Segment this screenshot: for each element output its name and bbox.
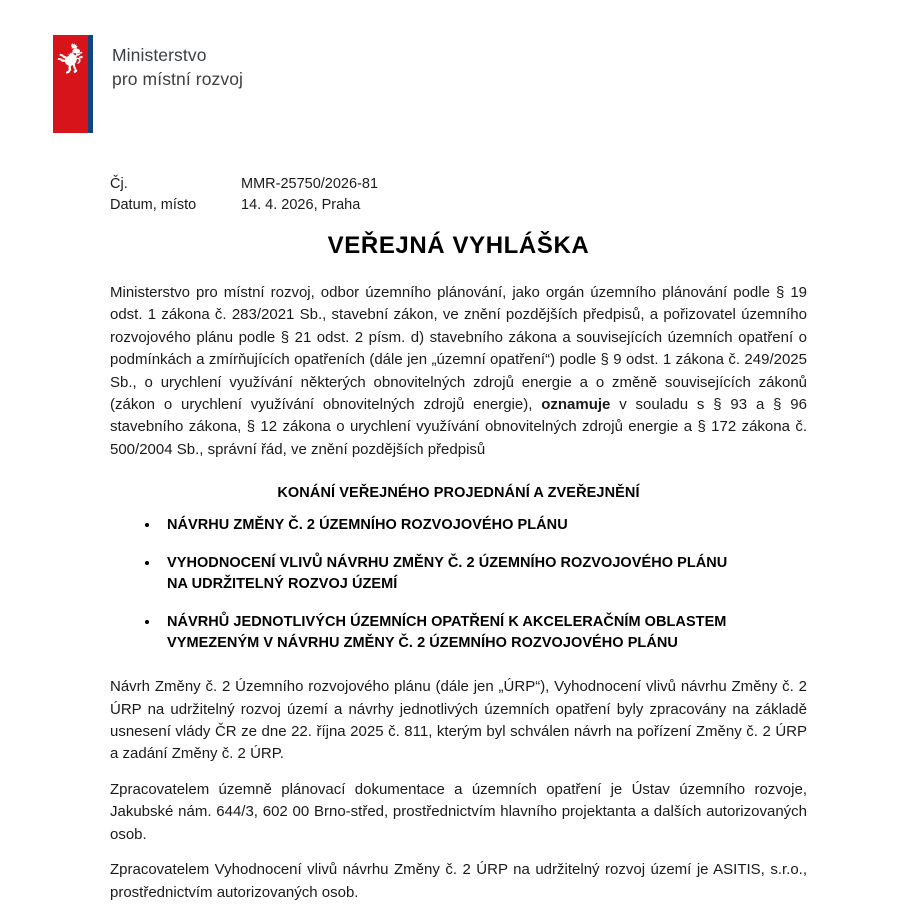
intro-part1: Ministerstvo pro místní rozvoj, odbor územního plánování, jako orgán územního plánování podle § 19 odst. 1 zákona č. 283/2021 Sb., stavební zákon, ve znění pozdějších předpisů, a pořizovatel územního rozvojového plánu podle § 21 odst. 2 písm. d) stavebního zákona a souvisejících územních opatření o podmínkách a zmírňujících opatřeních (dále jen „územní opatření“) podle § 9 odst. 1 zákona č. 249/2025 Sb., o urychlení využívání některých obnovitelných zdrojů energie a o změně souvisejících zákonů (zákon o urychlení využívání obnovitelných zdrojů energie),	[110, 284, 807, 414]
reference-row-date	[110, 195, 378, 216]
bullet-dot-icon	[145, 561, 149, 565]
intro-part2: v souladu s § 93 a § 96 stavebního zákona, § 12 zákona o urychlení využívání obnovitelných zdrojů energie a § 172 zákona č. 500/2004 Sb., správní řád, ve znění pozdějších předpisů	[110, 396, 807, 458]
list-item-line2: NA UDRŽITELNÝ ROZVOJ ÚZEMÍ	[167, 576, 398, 593]
czech-lion-icon	[57, 42, 84, 75]
section-heading: KONÁNÍ VEŘEJNÉHO PROJEDNÁNÍ A ZVEŘEJNĚNÍ	[277, 485, 640, 502]
paragraph-processor-documentation: Zpracovatelem územně plánovací dokumentace a územních opatření je Ústav územního rozvoje, Jakubské nám. 644/3, 602 00 Brno-střed, prostřednictvím hlavního projektanta a dalších autorizovaných osob.	[110, 780, 807, 843]
bullet-dot-icon	[145, 620, 149, 624]
reference-value-cj: MMR-25750/2026-81	[241, 176, 379, 192]
reference-row-cj	[110, 174, 378, 195]
paragraph-processor-assessment: Zpracovatelem Vyhodnocení vlivů návrhu Změny č. 2 ÚRP na udržitelný rozvoj území je ASITIS, s.r.o., prostřednictvím autorizovaných osob.	[110, 861, 807, 901]
list-item-line1: VYHODNOCENÍ VLIVŮ NÁVRHU ZMĚNY Č. 2 ÚZEMNÍHO ROZVOJOVÉHO PLÁNU	[167, 555, 728, 572]
ministry-logo	[53, 35, 93, 133]
list-item	[110, 612, 807, 654]
list-item	[110, 553, 807, 595]
intro-emphasis: oznamuje	[541, 396, 611, 414]
list-item-line1: NÁVRHŮ JEDNOTLIVÝCH ÚZEMNÍCH OPATŘENÍ K AKCELERAČNÍM OBLASTEM	[167, 614, 727, 631]
announcement-list	[110, 515, 807, 654]
ministry-name-line1: Ministerstvo	[112, 45, 207, 65]
logo-red-field	[53, 35, 88, 133]
ministry-name-line2: pro místní rozvoj	[112, 69, 244, 89]
closing-paragraphs	[110, 676, 807, 904]
paragraph-urp-basis: Návrh Změny č. 2 Územního rozvojového plánu (dále jen „ÚRP“), Vyhodnocení vlivů návrhu Změny č. 2 ÚRP na udržitelný rozvoj území a návrhy jednotlivých územních opatření byly zpracovány na základě usnesení vlády ČR ze dne 22. října 2025 č. 811, kterým byl schválen návrh na pořízení Změny č. 2 ÚRP a zadání Změny č. 2 ÚRP.	[110, 678, 807, 763]
document-body	[110, 232, 807, 904]
reference-label-date: Datum, místo	[110, 197, 197, 213]
reference-label-cj: Čj.	[110, 176, 128, 192]
logo-blue-stripe	[88, 35, 93, 133]
bullet-dot-icon	[145, 523, 149, 527]
list-item	[110, 515, 807, 536]
list-item-line1: NÁVRHU ZMĚNY Č. 2 ÚZEMNÍHO ROZVOJOVÉHO PLÁNU	[167, 517, 568, 534]
reference-value-date: 14. 4. 2026, Praha	[241, 197, 361, 213]
intro-paragraph	[110, 282, 807, 461]
document-title: VEŘEJNÁ VYHLÁŠKA	[327, 232, 590, 259]
letterhead	[53, 35, 243, 133]
list-item-line2: VYMEZENÝM V NÁVRHU ZMĚNY Č. 2 ÚZEMNÍHO ROZVOJOVÉHO PLÁNU	[167, 635, 678, 652]
ministry-name	[112, 43, 243, 91]
reference-block	[110, 174, 378, 216]
